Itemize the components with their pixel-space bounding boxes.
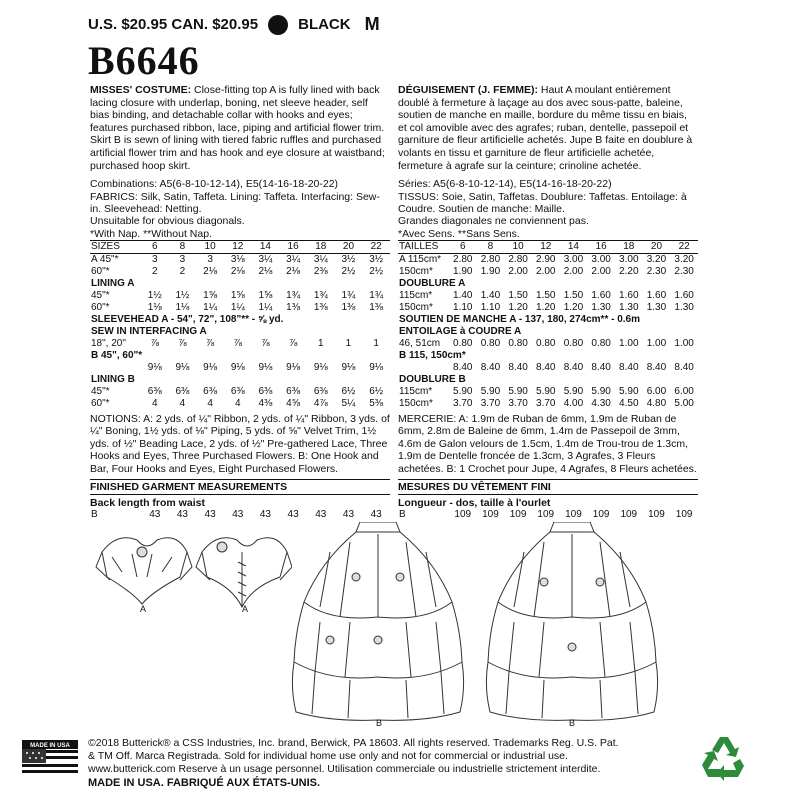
table-cell: 3¼ [286, 253, 301, 265]
table-cell: 1.50 [563, 289, 584, 301]
table-cell: 3 [207, 253, 213, 265]
table-cell: 2½ [369, 265, 384, 277]
row-label: 150cm* [399, 397, 433, 409]
table-row [398, 362, 698, 374]
table-cell: 1¼ [203, 301, 218, 313]
table-cell: 2.80 [453, 253, 473, 265]
row-label: DOUBLURE B [399, 373, 466, 385]
table-cell: 3.70 [453, 397, 473, 409]
table-cell: 3.00 [619, 253, 639, 265]
table-cell: 4 [151, 397, 158, 409]
table-cell: 8 [169, 241, 197, 254]
table-cell: 6⅜ [175, 385, 190, 397]
table-cell: 8.40 [646, 361, 667, 373]
table-cell: 5¼ [341, 397, 356, 409]
table-cell: 43 [315, 509, 327, 521]
row-label: SEW IN INTERFACING A [91, 325, 207, 337]
row-label: B [91, 509, 98, 521]
table-cell: 5.90 [453, 385, 473, 397]
table-cell: 43 [287, 509, 299, 521]
table-cell: 1 [373, 337, 379, 349]
yardage-table-fr [398, 240, 698, 410]
table-row [90, 386, 390, 398]
table-cell: 1.50 [536, 289, 556, 301]
label-a-front: A [140, 604, 147, 614]
table-cell: 1⅛ [175, 301, 190, 313]
made-in-line: MADE IN USA. FABRIQUÉ AUX ÉTATS-UNIS. [88, 777, 321, 790]
table-cell: 2⅜ [313, 265, 328, 277]
table-cell: 1⅜ [286, 301, 301, 313]
bodice-a-illustration [92, 522, 292, 622]
table-row [398, 326, 698, 338]
table-cell: 8.40 [674, 361, 694, 373]
table-cell: 5.90 [563, 385, 584, 397]
table-cell: 5.90 [536, 385, 556, 397]
table-cell: 1¾ [341, 289, 356, 301]
row-label: 45"* [91, 385, 110, 397]
table-cell: 1¼ [230, 301, 245, 313]
table-cell: 6⅜ [258, 385, 273, 397]
table-cell: 4.80 [646, 397, 667, 409]
table-cell: 1¾ [313, 289, 328, 301]
row-label: ENTOILAGE à COUDRE A [399, 325, 522, 337]
table-cell: ⅞ [205, 337, 215, 349]
table-cell: 43 [370, 509, 382, 521]
table-cell: 1.90 [480, 265, 501, 277]
table-cell: 43 [259, 509, 271, 521]
table-cell: 2⅛ [258, 265, 273, 277]
backlen-table-fr [398, 509, 698, 521]
table-cell: 9⅛ [147, 361, 162, 373]
table-cell: 43 [342, 509, 355, 521]
legal-footer [88, 737, 688, 791]
table-cell: 3.00 [563, 253, 584, 265]
table-row [398, 338, 698, 350]
table-cell: 109 [592, 509, 610, 521]
table-cell: 1.10 [480, 301, 501, 313]
description-en: MISSES' COSTUME: Close-fitting top A is fully lined with back lacing closure with underlap, boning, net sleeve header, self bias binding, and detachable collar with hooks and eyes; features purchased ribbon, lace, piping and artificial flower trim. Skirt B is sewn of lining with tiered fabric ruffles and purchased artificial flower trim and has hook and eye closure at waistband; purchased hoop skirt. [90, 84, 385, 172]
size-code: M [364, 14, 380, 34]
table-cell: 3½ [369, 253, 384, 265]
table-cell: 22 [670, 241, 698, 254]
table-cell: 2 [151, 265, 158, 277]
envelope-header [88, 14, 748, 84]
table-cell: 4.30 [591, 397, 611, 409]
table-cell: 3 [179, 253, 186, 265]
table-cell: 18 [615, 241, 643, 254]
table-cell: 5.00 [674, 397, 694, 409]
unsuitable-fr: Grandes diagonales ne conviennent pas. [398, 215, 589, 228]
skirt-b-front-illustration [290, 522, 466, 722]
table-cell: 5.90 [591, 385, 611, 397]
row-label: 18", 20" [91, 337, 126, 349]
table-row [90, 278, 390, 290]
table-cell: 0.80 [591, 337, 611, 349]
table-cell: 2.80 [480, 253, 501, 265]
table-cell: 9⅛ [258, 361, 273, 373]
table-cell: 9⅛ [313, 361, 328, 373]
table-cell: 109 [620, 509, 638, 521]
table-cell: 5.90 [480, 385, 501, 397]
table-cell: 6⅜ [313, 385, 328, 397]
table-cell: 109 [675, 509, 693, 521]
table-cell: 2.00 [508, 265, 528, 277]
table-cell: 109 [537, 509, 555, 521]
row-label: A 115cm* [399, 253, 442, 265]
table-cell: 0.80 [536, 337, 556, 349]
table-cell: ⅞ [233, 337, 242, 349]
fabrics-fr: TISSUS: Soie, Satin, Taffetas. Doublure: Taffetas. Entoilage: à Coudre. Soutien de manche: Maille. [398, 190, 687, 215]
table-cell: 6.00 [674, 385, 694, 397]
row-label: 115cm* [399, 289, 433, 301]
table-cell: 12 [532, 241, 560, 254]
row-label: 46, 51cm [399, 337, 441, 349]
backlen-table-en [90, 509, 390, 521]
table-cell: 2⅛ [230, 265, 245, 277]
table-cell: 4.00 [563, 397, 584, 409]
table-cell: 5.90 [619, 385, 639, 397]
table-cell: 1.60 [646, 289, 667, 301]
table-cell: 6 [141, 241, 169, 254]
table-cell: 2.80 [508, 253, 528, 265]
row-label: SOUTIEN DE MANCHE A - 137, 180, 274cm** - 0.6m [399, 313, 641, 325]
table-row [398, 398, 698, 410]
table-cell: 10 [504, 241, 532, 254]
row-label: 60"* [91, 301, 110, 313]
table-cell: 4⅞ [313, 397, 328, 409]
table-cell: 1.20 [536, 301, 556, 313]
table-cell: 3.70 [536, 397, 556, 409]
label-a-back: A [242, 604, 249, 614]
pattern-number: B6646 [88, 38, 200, 84]
row-label: A 45"* [91, 253, 119, 265]
table-row [90, 374, 390, 386]
table-cell: 9⅛ [230, 361, 245, 373]
label-b-front: B [376, 718, 383, 728]
description-fr: DÉGUISEMENT (J. FEMME): Haut A moulant entièrement doublé à fermeture à laçage au dos avec sous-patte, baleine, soutien de manche en maille, bordure du même tissu en biais, et col amovible avec des agrafes; ruban, dentelle, passepoil et garniture de fleur artificielle achetés. Jupe B faite en doublure à volants en tissu et garniture de fleur artificielle achetée, fermeture à agrafe sur la ceinture; crinoline achetée. [398, 84, 693, 172]
table-cell: 3.20 [646, 253, 667, 265]
table-row [398, 253, 698, 265]
table-row [90, 314, 390, 326]
table-row [90, 241, 390, 254]
table-cell: 1⅝ [203, 289, 218, 301]
table-cell: 0.80 [480, 337, 501, 349]
table-cell: 1.00 [646, 337, 667, 349]
trademark-line: & TM Off. Marca Registrada. Sold for individual home use only and not for commercial or industrial use. [88, 750, 568, 763]
table-cell: 43 [232, 509, 244, 521]
row-label: DOUBLURE A [399, 277, 466, 289]
table-cell: 3.20 [674, 253, 694, 265]
table-cell: ⅞ [288, 337, 298, 349]
table-cell: 3¼ [258, 253, 273, 265]
table-cell: 6 [449, 241, 477, 254]
table-cell: 1¾ [286, 289, 301, 301]
table-cell: 2⅛ [203, 265, 218, 277]
table-row [90, 266, 390, 278]
recycle-icon [700, 735, 748, 781]
table-cell: 8.40 [453, 361, 473, 373]
table-row [398, 241, 698, 254]
table-cell: 9⅛ [203, 361, 218, 373]
table-cell: 1¼ [258, 301, 273, 313]
made-in-usa-flag-icon [22, 740, 78, 776]
table-cell: 5⅜ [369, 397, 384, 409]
table-cell: 1.60 [619, 289, 639, 301]
table-cell: 1⅜ [369, 301, 384, 313]
table-cell: 1 [345, 337, 352, 349]
table-cell: 1.00 [619, 337, 639, 349]
table-cell: 6⅜ [147, 385, 162, 397]
notions-fr: MERCERIE: A: 1.9m de Ruban de 6mm, 1.9m de Ruban de 6mm, 2.8m de Baleine de 6mm, 1.4m de Passepoil de 3mm, 4.6m de Galon velours de 1.5cm, 1.4m de Trou-trou de 1.3cm, 1.9m de Dentelle froncée de 1.3cm, 3 Agrafes, 3 Fleurs achetées. B: 1 Crochet pour Jupe, 4 Agrafes, 8 Fleurs achetées. [398, 412, 697, 475]
nap-en: *With Nap. **Without Nap. [90, 227, 212, 240]
table-cell: 3½ [341, 253, 356, 265]
table-cell: 1.30 [646, 301, 667, 313]
skirt-b-back-illustration [484, 522, 660, 722]
table-row [90, 290, 390, 302]
table-cell: 1.40 [480, 289, 501, 301]
row-label: LINING B [91, 373, 135, 385]
combinations-fr: Séries: A5(6-8-10-12-14), E5(14-16-18-20-22) [398, 178, 612, 191]
table-cell: 8.40 [563, 361, 584, 373]
table-cell: 4 [207, 397, 213, 409]
table-cell: 43 [149, 509, 161, 521]
table-cell: 3¼ [313, 253, 328, 265]
table-cell: 2.20 [619, 265, 639, 277]
table-cell: 9⅛ [175, 361, 190, 373]
table-cell: 43 [204, 509, 216, 521]
row-label: LINING A [91, 277, 135, 289]
table-cell: 1.30 [674, 301, 694, 313]
table-cell: 14 [252, 241, 280, 254]
row-label: 45"* [91, 289, 110, 301]
table-row [398, 266, 698, 278]
row-label: TAILLES [398, 241, 449, 254]
table-cell: 0.80 [453, 337, 473, 349]
table-cell: 6⅜ [286, 385, 301, 397]
table-cell: 8.40 [591, 361, 611, 373]
table-cell: 3.00 [591, 253, 611, 265]
table-cell: 2½ [341, 265, 356, 277]
table-cell: 1.50 [508, 289, 528, 301]
table-cell: 1.60 [591, 289, 611, 301]
table-cell: 8 [477, 241, 505, 254]
table-cell: 20 [335, 241, 363, 254]
table-cell: 109 [482, 509, 499, 521]
table-cell: 1.20 [508, 301, 528, 313]
row-label: SIZES [90, 241, 141, 254]
table-cell: 4 [179, 397, 186, 409]
table-cell: 109 [565, 509, 582, 521]
table-cell: ⅞ [150, 337, 159, 349]
table-cell: 20 [643, 241, 671, 254]
table-cell: 4.50 [619, 397, 639, 409]
table-cell: 1¾ [369, 289, 384, 301]
table-cell: 1⅜ [313, 301, 328, 313]
notions-en: NOTIONS: A: 2 yds. of ¼" Ribbon, 2 yds. of ¼" Ribbon, 3 yds. of ¼" Boning, 1½ yds. of ⅛" Piping, 5 yds. of ⅝" Velvet Trim, 1½ yds. of ½" Beading Lace, 2 yds. of ½" Pre-gathered Lace, Three Hooks and Eyes, Three Purchased Flowers. B: One Hook and Bar, Four Hooks and Eyes, Eight Purchased Flowers. [90, 412, 390, 475]
table-cell: 8.40 [508, 361, 528, 373]
table-cell: 1.40 [453, 289, 473, 301]
table-row [398, 278, 698, 290]
table-cell: 3 [151, 253, 158, 265]
unsuitable-en: Unsuitable for obvious diagonals. [90, 215, 245, 228]
table-cell: 1.30 [591, 301, 611, 313]
table-row [398, 302, 698, 314]
table-row [90, 350, 390, 362]
table-cell: 1 [318, 337, 324, 349]
table-cell: 6⅜ [230, 385, 245, 397]
table-cell: 6½ [341, 385, 356, 397]
table-cell: 1.00 [674, 337, 694, 349]
table-cell: 1.20 [563, 301, 584, 313]
row-label: 150cm* [399, 301, 433, 313]
table-cell: 2 [179, 265, 186, 277]
row-label [398, 362, 449, 374]
table-row [398, 386, 698, 398]
fabrics-en: FABRICS: Silk, Satin, Taffeta. Lining: Taffeta. Interfacing: Sew-in. Sleevehead: Netting. [90, 190, 380, 215]
table-cell: 0.80 [508, 337, 528, 349]
table-cell: 1½ [147, 289, 162, 301]
table-cell: 2.00 [536, 265, 556, 277]
envelope-color: BLACK [298, 15, 351, 33]
table-cell: 1⅝ [230, 289, 245, 301]
table-row [398, 290, 698, 302]
table-cell: 3.70 [480, 397, 501, 409]
label-b-back: B [569, 718, 576, 728]
table-cell: 109 [509, 509, 527, 521]
price-line [88, 14, 748, 35]
table-row [90, 398, 390, 410]
black-dot-icon [268, 15, 288, 35]
table-cell: 1.60 [674, 289, 694, 301]
svg-text:MADE IN USA: MADE IN USA [30, 743, 70, 749]
table-row [90, 338, 390, 350]
table-cell: 9⅛ [286, 361, 301, 373]
english-column [90, 84, 390, 521]
table-row [398, 509, 698, 521]
table-cell: 1.10 [453, 301, 473, 313]
row-label: 115cm* [399, 385, 433, 397]
table-cell: 9⅛ [369, 361, 384, 373]
table-row [90, 326, 390, 338]
table-cell: 4⅝ [286, 397, 301, 409]
row-label: SLEEVEHEAD A - 54", 72", 108"** - ⅝ yd. [91, 313, 284, 325]
table-cell: 12 [224, 241, 252, 254]
row-label: 60"* [91, 397, 110, 409]
table-cell: 109 [454, 509, 472, 521]
yardage-table-en [90, 240, 390, 410]
table-row [90, 509, 390, 521]
table-cell: ⅞ [178, 337, 187, 349]
table-cell: 16 [279, 241, 307, 254]
table-cell: 1½ [175, 289, 190, 301]
table-cell: 2.90 [536, 253, 556, 265]
table-cell: 3.70 [508, 397, 528, 409]
table-cell: 8.40 [619, 361, 639, 373]
row-label: B 115, 150cm* [399, 349, 466, 361]
table-row [398, 350, 698, 362]
table-cell: 2.30 [674, 265, 694, 277]
table-row [90, 362, 390, 374]
row-label: 150cm* [399, 265, 433, 277]
table-row [90, 253, 390, 265]
table-cell: 2⅛ [286, 265, 301, 277]
table-cell: 1.90 [453, 265, 473, 277]
table-cell: 43 [176, 509, 188, 521]
row-label: B 45", 60"* [91, 349, 143, 361]
website-line: www.butterick.com Reserve à un usage personnel. Utilisation commerciale ou industrielle strictement interdite. [88, 763, 601, 776]
table-cell: 6½ [369, 385, 384, 397]
backlen-title-en: Back length from waist [90, 496, 205, 509]
table-cell: 0.80 [563, 337, 584, 349]
table-cell: 109 [648, 509, 665, 521]
table-cell: 22 [362, 241, 390, 254]
table-cell: 6.00 [646, 385, 667, 397]
table-cell: 9⅛ [341, 361, 356, 373]
price: U.S. $20.95 CAN. $20.95 [88, 15, 259, 33]
backlen-title-fr: Longueur - dos, taille à l'ourlet [398, 496, 551, 509]
french-column [398, 84, 698, 521]
row-label: B [399, 509, 406, 521]
copyright-line: ©2018 Butterick® a CSS Industries, Inc. brand, Berwick, PA 18603. All rights reserved. Trademarks Reg. U.S. Pat. [88, 737, 619, 749]
table-cell: 18 [307, 241, 335, 254]
table-row [398, 374, 698, 386]
table-cell: 2.30 [646, 265, 667, 277]
table-cell: 4 [234, 397, 241, 409]
table-cell: 2.00 [591, 265, 611, 277]
combinations-en: Combinations: A5(6-8-10-12-14), E5(14-16-18-20-22) [90, 178, 339, 191]
table-cell: 8.40 [480, 361, 501, 373]
table-cell: ⅞ [261, 337, 270, 349]
table-cell: 4⅜ [258, 397, 273, 409]
row-label: 60"* [91, 265, 110, 277]
table-row [90, 302, 390, 314]
table-cell: 16 [587, 241, 615, 254]
table-cell: 8.40 [536, 361, 556, 373]
table-cell: 2.00 [563, 265, 584, 277]
nap-fr: *Avec Sens. **Sans Sens. [398, 227, 520, 240]
table-cell: 5.90 [508, 385, 528, 397]
table-cell: 1⅝ [258, 289, 273, 301]
row-label [90, 362, 141, 374]
table-cell: 3⅛ [230, 253, 245, 265]
table-cell: 1⅜ [341, 301, 356, 313]
table-cell: 10 [196, 241, 224, 254]
table-cell: 6⅜ [203, 385, 218, 397]
table-row [398, 314, 698, 326]
fgm-title-en: FINISHED GARMENT MEASUREMENTS [90, 479, 390, 495]
table-cell: 1⅛ [147, 301, 162, 313]
table-cell: 14 [560, 241, 588, 254]
fgm-title-fr: MESURES DU VÊTEMENT FINI [398, 479, 698, 495]
table-cell: 1.30 [619, 301, 639, 313]
